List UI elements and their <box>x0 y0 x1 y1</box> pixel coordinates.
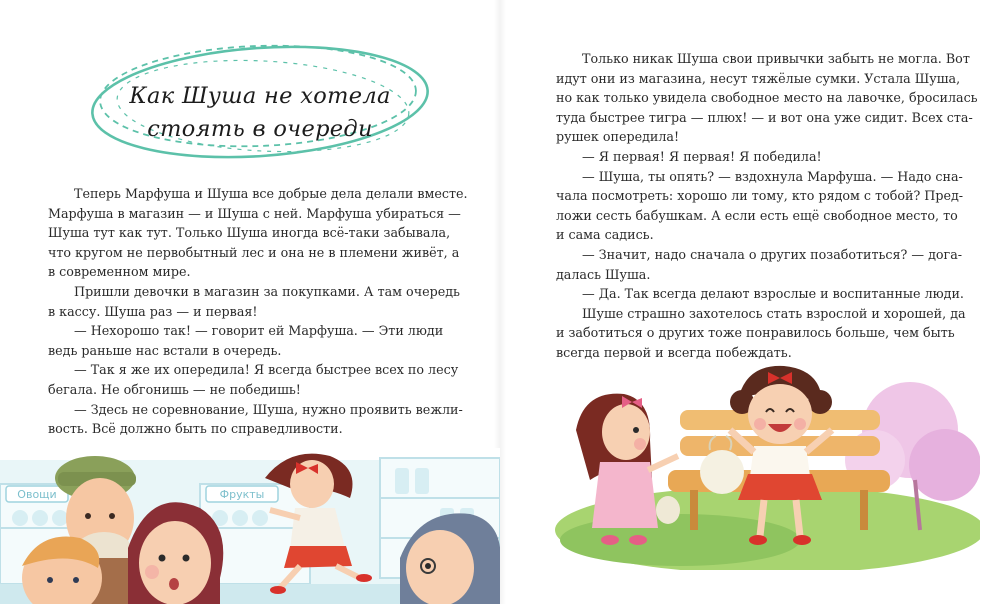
right-page-text <box>556 49 976 363</box>
text-line: — Так я же их опередила! Я всегда быстрее всех по лесу <box>74 362 459 378</box>
text-line: в современном мире. <box>48 264 191 280</box>
store-queue-illustration <box>0 438 500 604</box>
text-line: Шуша тут как тут. Только Шуша иногда всё-таки забывала, <box>48 225 451 241</box>
text-line: — Да. Так всегда делают взрослые и воспитанные люди. <box>582 286 964 302</box>
text-line: туда быстрее тигра — плюх! — и вот она уже сидит. Всех ста- <box>556 109 973 125</box>
text-line: ложи сесть бабушкам. А если есть ещё свободное место, то <box>556 207 958 223</box>
chapter-title-line-2: стоять в очереди <box>147 116 373 142</box>
text-line: Только никак Шуша свои привычки забыть не могла. Вот <box>582 51 970 66</box>
text-line: — Нехорошо так! — говорит ей Марфуша. — Эти люди <box>74 323 444 339</box>
text-line: и заботиться о других тоже понравилось больше, чем быть <box>556 325 955 341</box>
text-line: чала посмотреть: хорошо ли тому, кто рядом с тобой? Пред- <box>556 188 964 204</box>
text-line: в кассу. Шуша раз — и первая! <box>48 303 258 319</box>
text-line: Марфуша в магазин — и Шуша с ней. Марфуша убираться — <box>48 205 461 221</box>
text-line: ведь раньше нас встали в очередь. <box>48 342 282 358</box>
left-page-text <box>48 184 468 439</box>
text-line: — Шуша, ты опять? — вздохнула Марфуша. — Надо сна- <box>582 168 963 184</box>
text-line: всегда первой и всегда побеждать. <box>556 344 792 360</box>
text-line: далась Шуша. <box>556 266 651 282</box>
text-line: Шуше страшно захотелось стать взрослой и хорошей, да <box>582 305 966 321</box>
text-line: что кругом не первобытный лес и она не в племени живёт, а <box>48 244 460 260</box>
shelf-sign-vegetables: Овощи <box>17 488 57 501</box>
shelf-sign-fruits: Фрукты <box>219 488 265 501</box>
text-line: рушек опередила! <box>556 129 680 145</box>
text-line: вость. Всё должно быть по справедливости. <box>48 421 343 437</box>
text-line: и сама садись. <box>556 227 654 243</box>
text-line: — Я первая! Я первая! Я победила! <box>582 148 822 164</box>
chapter-title-line-1: Как Шуша не хотела <box>129 83 391 109</box>
text-line: — Значит, надо сначала о других позаботиться? — дога- <box>582 246 963 262</box>
bench-scene-illustration <box>540 360 980 570</box>
text-line: Теперь Марфуша и Шуша все добрые дела делали вместе. <box>74 186 468 201</box>
text-line: бегала. Не обгонишь — не победишь! <box>48 381 301 397</box>
text-line: — Здесь не соревнование, Шуша, нужно проявить вежли- <box>74 401 463 417</box>
text-line: идут они из магазина, несут тяжёлые сумки. Устала Шуша, <box>556 70 961 86</box>
text-line: но как только увидела свободное место на лавочке, бросилась <box>556 90 978 106</box>
text-line: Пришли девочки в магазин за покупками. А там очередь <box>74 283 460 299</box>
